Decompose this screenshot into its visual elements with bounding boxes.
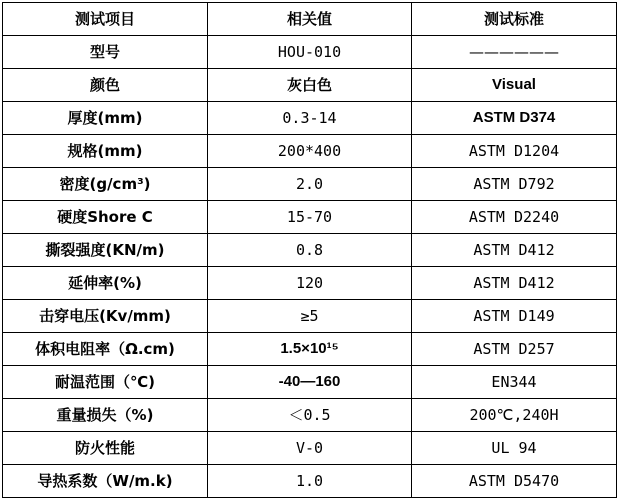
table-row <box>3 102 617 135</box>
row-value: 200*400 <box>208 135 412 168</box>
row-standard: ASTM D792 <box>412 168 617 201</box>
row-item: 颜色 <box>3 69 208 102</box>
table-row <box>3 36 617 69</box>
row-item: 型号 <box>3 36 208 69</box>
table-row <box>3 366 617 399</box>
row-value: 1.5×10¹⁵ <box>208 333 412 366</box>
row-item: 防火性能 <box>3 432 208 465</box>
row-value: 0.3-14 <box>208 102 412 135</box>
row-value: 0.8 <box>208 234 412 267</box>
table-row <box>3 267 617 300</box>
table-row <box>3 432 617 465</box>
spec-table <box>2 2 617 498</box>
row-value: ＜0.5 <box>208 399 412 432</box>
row-value: -40—160 <box>208 366 412 399</box>
row-standard: ASTM D149 <box>412 300 617 333</box>
row-item: 密度(g/cm³) <box>3 168 208 201</box>
row-standard: ASTM D412 <box>412 267 617 300</box>
row-standard: ASTM D374 <box>412 102 617 135</box>
row-item: 导热系数（W/m.k) <box>3 465 208 498</box>
row-item: 重量损失（%) <box>3 399 208 432</box>
row-standard: ASTM D412 <box>412 234 617 267</box>
row-standard: —————— <box>412 36 617 69</box>
row-item: 耐温范围（℃) <box>3 366 208 399</box>
row-item: 厚度(mm) <box>3 102 208 135</box>
row-standard: Visual <box>412 69 617 102</box>
row-item: 硬度Shore C <box>3 201 208 234</box>
row-item: 体积电阻率（Ω.cm) <box>3 333 208 366</box>
row-item: 规格(mm) <box>3 135 208 168</box>
row-value: HOU-010 <box>208 36 412 69</box>
row-standard: EN344 <box>412 366 617 399</box>
table-row <box>3 234 617 267</box>
row-item: 延伸率(%) <box>3 267 208 300</box>
row-standard: 200℃,240H <box>412 399 617 432</box>
table-row <box>3 135 617 168</box>
table-row <box>3 333 617 366</box>
row-value: ≥5 <box>208 300 412 333</box>
table-row <box>3 168 617 201</box>
table-row <box>3 300 617 333</box>
row-standard: ASTM D5470 <box>412 465 617 498</box>
table-row <box>3 201 617 234</box>
row-standard: ASTM D257 <box>412 333 617 366</box>
header-item: 测试项目 <box>3 3 208 36</box>
table-row <box>3 399 617 432</box>
row-standard: UL 94 <box>412 432 617 465</box>
header-row <box>3 3 617 36</box>
row-value: 2.0 <box>208 168 412 201</box>
row-value: 1.0 <box>208 465 412 498</box>
row-value: 15-70 <box>208 201 412 234</box>
header-value: 相关值 <box>208 3 412 36</box>
table-row <box>3 465 617 498</box>
spec-sheet <box>2 2 616 497</box>
row-value: V-0 <box>208 432 412 465</box>
table-row <box>3 69 617 102</box>
row-item: 击穿电压(Kv/mm) <box>3 300 208 333</box>
row-value: 灰白色 <box>208 69 412 102</box>
row-item: 撕裂强度(KN/m) <box>3 234 208 267</box>
row-standard: ASTM D2240 <box>412 201 617 234</box>
header-standard: 测试标准 <box>412 3 617 36</box>
row-standard: ASTM D1204 <box>412 135 617 168</box>
row-value: 120 <box>208 267 412 300</box>
